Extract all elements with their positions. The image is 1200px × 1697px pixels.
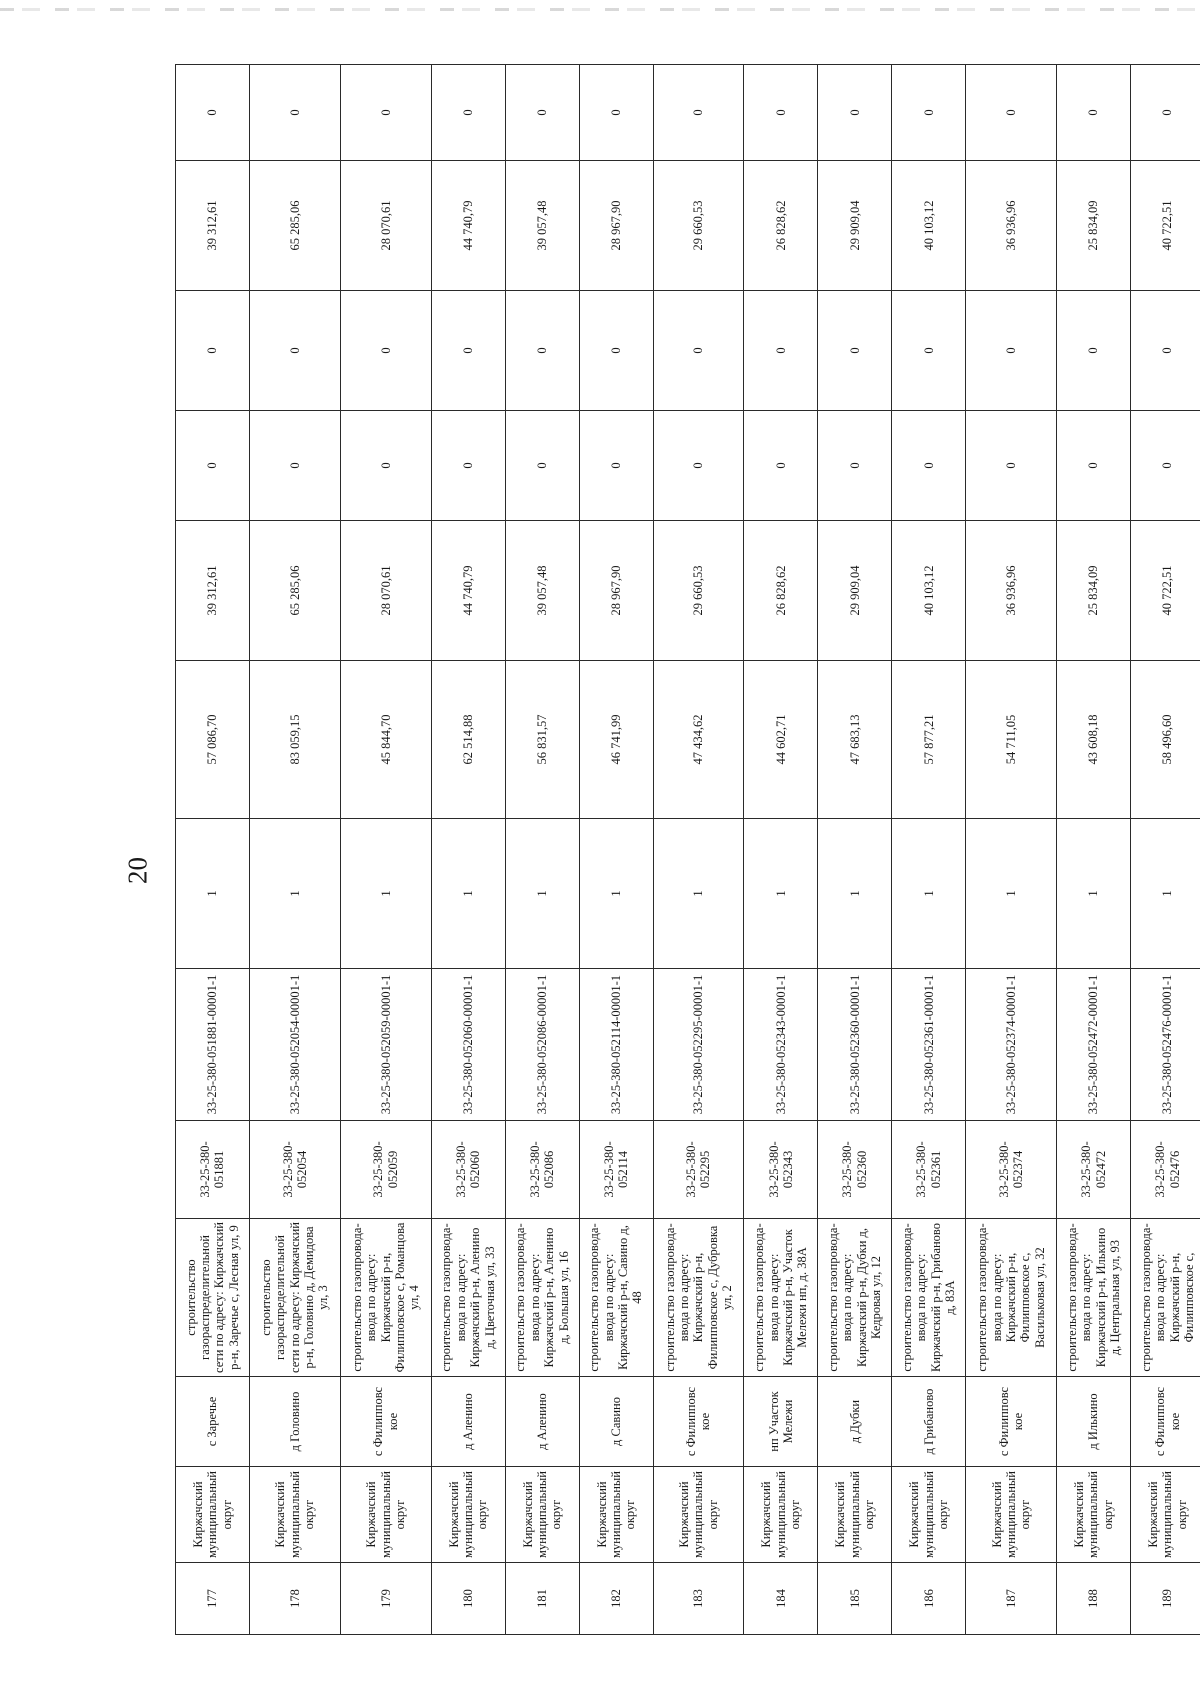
amount-a-cell: 40 722,51 bbox=[1131, 521, 1200, 661]
amount-c-cell: 0 bbox=[966, 291, 1057, 411]
row-number-cell: 183 bbox=[653, 1563, 744, 1635]
amount-d-cell: 65 285,06 bbox=[249, 161, 340, 291]
amount-e-cell: 0 bbox=[579, 65, 653, 161]
description-cell: строительство газопровода-ввода по адресу: Киржачский р-н, Филипповское с, Васильковая ул, 32 bbox=[966, 1219, 1057, 1377]
total-amount-cell: 58 496,60 bbox=[1131, 661, 1200, 819]
amount-d-cell: 39 312,61 bbox=[176, 161, 250, 291]
amount-d-cell: 36 936,96 bbox=[966, 161, 1057, 291]
rotated-table-wrapper bbox=[175, 65, 1200, 1635]
object-id-cell: 33-25-380-052472-00001-1 bbox=[1057, 969, 1131, 1121]
total-amount-cell: 44 602,71 bbox=[744, 661, 818, 819]
amount-c-cell: 0 bbox=[818, 291, 892, 411]
cadastral-number-cell: 33-25-380-052361 bbox=[892, 1121, 966, 1219]
settlement-cell: д Аленино bbox=[505, 1377, 579, 1467]
amount-b-cell: 0 bbox=[818, 411, 892, 521]
object-id-cell: 33-25-380-052114-00001-1 bbox=[579, 969, 653, 1121]
cadastral-number-cell: 33-25-380-052059 bbox=[340, 1121, 431, 1219]
amount-b-cell: 0 bbox=[579, 411, 653, 521]
count-cell: 1 bbox=[1057, 819, 1131, 969]
row-number-cell: 177 bbox=[176, 1563, 250, 1635]
count-cell: 1 bbox=[892, 819, 966, 969]
amount-c-cell: 0 bbox=[744, 291, 818, 411]
amount-a-cell: 36 936,96 bbox=[966, 521, 1057, 661]
object-id-cell: 33-25-380-052086-00001-1 bbox=[505, 969, 579, 1121]
description-cell: строительство газопровода-ввода по адресу: Киржачский р-н, Аленино д, Цветочная ул, 33 bbox=[431, 1219, 505, 1377]
cadastral-number-cell: 33-25-380-052054 bbox=[249, 1121, 340, 1219]
row-number-cell: 181 bbox=[505, 1563, 579, 1635]
count-cell: 1 bbox=[579, 819, 653, 969]
total-amount-cell: 46 741,99 bbox=[579, 661, 653, 819]
description-cell: строительство газопровода-ввода по адресу: Киржачский р-н, Грибаново д, 83А bbox=[892, 1219, 966, 1377]
amount-d-cell: 40 103,12 bbox=[892, 161, 966, 291]
district-cell: Киржачский муниципальный округ bbox=[653, 1467, 744, 1563]
district-cell: Киржачский муниципальный округ bbox=[340, 1467, 431, 1563]
amount-e-cell: 0 bbox=[892, 65, 966, 161]
description-cell: строительство газопровода-ввода по адресу: Киржачский р-н, Аленино д, Большая ул, 16 bbox=[505, 1219, 579, 1377]
amount-e-cell: 0 bbox=[818, 65, 892, 161]
amount-d-cell: 29 909,04 bbox=[818, 161, 892, 291]
amount-b-cell: 0 bbox=[1131, 411, 1200, 521]
amount-d-cell: 39 057,48 bbox=[505, 161, 579, 291]
table-row bbox=[249, 65, 340, 1635]
amount-d-cell: 28 967,90 bbox=[579, 161, 653, 291]
settlement-cell: д Илькино bbox=[1057, 1377, 1131, 1467]
total-amount-cell: 43 608,18 bbox=[1057, 661, 1131, 819]
row-number-cell: 178 bbox=[249, 1563, 340, 1635]
count-cell: 1 bbox=[818, 819, 892, 969]
amount-c-cell: 0 bbox=[653, 291, 744, 411]
row-number-cell: 182 bbox=[579, 1563, 653, 1635]
amount-a-cell: 39 312,61 bbox=[176, 521, 250, 661]
row-number-cell: 187 bbox=[966, 1563, 1057, 1635]
district-cell: Киржачский муниципальный округ bbox=[892, 1467, 966, 1563]
amount-b-cell: 0 bbox=[176, 411, 250, 521]
amount-a-cell: 44 740,79 bbox=[431, 521, 505, 661]
cadastral-number-cell: 33-25-380-052086 bbox=[505, 1121, 579, 1219]
amount-c-cell: 0 bbox=[505, 291, 579, 411]
row-number-cell: 184 bbox=[744, 1563, 818, 1635]
amount-a-cell: 28 967,90 bbox=[579, 521, 653, 661]
object-id-cell: 33-25-380-052343-00001-1 bbox=[744, 969, 818, 1121]
amount-b-cell: 0 bbox=[431, 411, 505, 521]
settlement-cell: нп Участок Мележи bbox=[744, 1377, 818, 1467]
table-row bbox=[744, 65, 818, 1635]
description-cell: строительство газопровода-ввода по адресу: Киржачский р-н, Филипповское с, Романцова ул, 4 bbox=[340, 1219, 431, 1377]
amount-e-cell: 0 bbox=[176, 65, 250, 161]
district-cell: Киржачский муниципальный округ bbox=[505, 1467, 579, 1563]
description-cell: строительство газопровода-ввода по адресу: Киржачский р-н, Илькино д, Центральная ул, 93 bbox=[1057, 1219, 1131, 1377]
count-cell: 1 bbox=[966, 819, 1057, 969]
scan-artifact-line bbox=[0, 8, 1200, 11]
amount-d-cell: 29 660,53 bbox=[653, 161, 744, 291]
object-id-cell: 33-25-380-052295-00001-1 bbox=[653, 969, 744, 1121]
amount-b-cell: 0 bbox=[744, 411, 818, 521]
amount-b-cell: 0 bbox=[249, 411, 340, 521]
description-cell: строительство газопровода-ввода по адресу: Киржачский р-н, Дубки д, Кедровая ул, 12 bbox=[818, 1219, 892, 1377]
table-row bbox=[1131, 65, 1200, 1635]
district-cell: Киржачский муниципальный округ bbox=[966, 1467, 1057, 1563]
amount-a-cell: 28 070,61 bbox=[340, 521, 431, 661]
count-cell: 1 bbox=[176, 819, 250, 969]
description-cell: строительство газораспределительной сети по адресу: Киржачский р-н, Заречье с, Лесная ул, 9 bbox=[176, 1219, 250, 1377]
table-row bbox=[431, 65, 505, 1635]
amount-b-cell: 0 bbox=[966, 411, 1057, 521]
amount-a-cell: 25 834,09 bbox=[1057, 521, 1131, 661]
amount-a-cell: 29 660,53 bbox=[653, 521, 744, 661]
table-row bbox=[176, 65, 250, 1635]
settlement-cell: с Филипповс кое bbox=[966, 1377, 1057, 1467]
registry-table bbox=[175, 64, 1200, 1635]
row-number-cell: 180 bbox=[431, 1563, 505, 1635]
district-cell: Киржачский муниципальный округ bbox=[176, 1467, 250, 1563]
settlement-cell: с Заречье bbox=[176, 1377, 250, 1467]
description-cell: строительство газопровода-ввода по адресу: Киржачский р-н, Участок Мележи нп, д. 38А bbox=[744, 1219, 818, 1377]
table-row bbox=[818, 65, 892, 1635]
district-cell: Киржачский муниципальный округ bbox=[1131, 1467, 1200, 1563]
amount-e-cell: 0 bbox=[744, 65, 818, 161]
amount-b-cell: 0 bbox=[505, 411, 579, 521]
amount-d-cell: 44 740,79 bbox=[431, 161, 505, 291]
row-number-cell: 186 bbox=[892, 1563, 966, 1635]
table-body bbox=[176, 65, 1200, 1635]
settlement-cell: д Грибаново bbox=[892, 1377, 966, 1467]
object-id-cell: 33-25-380-052374-00001-1 bbox=[966, 969, 1057, 1121]
cadastral-number-cell: 33-25-380-051881 bbox=[176, 1121, 250, 1219]
amount-c-cell: 0 bbox=[1131, 291, 1200, 411]
amount-e-cell: 0 bbox=[966, 65, 1057, 161]
amount-c-cell: 0 bbox=[176, 291, 250, 411]
object-id-cell: 33-25-380-052476-00001-1 bbox=[1131, 969, 1200, 1121]
amount-b-cell: 0 bbox=[892, 411, 966, 521]
district-cell: Киржачский муниципальный округ bbox=[1057, 1467, 1131, 1563]
page-number: 20 bbox=[122, 857, 153, 884]
object-id-cell: 33-25-380-051881-00001-1 bbox=[176, 969, 250, 1121]
row-number-cell: 189 bbox=[1131, 1563, 1200, 1635]
amount-d-cell: 26 828,62 bbox=[744, 161, 818, 291]
cadastral-number-cell: 33-25-380-052472 bbox=[1057, 1121, 1131, 1219]
amount-c-cell: 0 bbox=[579, 291, 653, 411]
amount-c-cell: 0 bbox=[892, 291, 966, 411]
object-id-cell: 33-25-380-052361-00001-1 bbox=[892, 969, 966, 1121]
count-cell: 1 bbox=[505, 819, 579, 969]
amount-d-cell: 28 070,61 bbox=[340, 161, 431, 291]
district-cell: Киржачский муниципальный округ bbox=[579, 1467, 653, 1563]
amount-c-cell: 0 bbox=[431, 291, 505, 411]
settlement-cell: д Аленино bbox=[431, 1377, 505, 1467]
total-amount-cell: 54 711,05 bbox=[966, 661, 1057, 819]
amount-e-cell: 0 bbox=[431, 65, 505, 161]
settlement-cell: д Савино bbox=[579, 1377, 653, 1467]
description-cell: строительство газопровода-ввода по адресу: Киржачский р-н, Филипповское с, bbox=[1131, 1219, 1200, 1377]
total-amount-cell: 62 514,88 bbox=[431, 661, 505, 819]
table-row bbox=[505, 65, 579, 1635]
amount-e-cell: 0 bbox=[249, 65, 340, 161]
total-amount-cell: 45 844,70 bbox=[340, 661, 431, 819]
table-row bbox=[966, 65, 1057, 1635]
table-row bbox=[340, 65, 431, 1635]
cadastral-number-cell: 33-25-380-052060 bbox=[431, 1121, 505, 1219]
amount-a-cell: 26 828,62 bbox=[744, 521, 818, 661]
amount-b-cell: 0 bbox=[1057, 411, 1131, 521]
object-id-cell: 33-25-380-052054-00001-1 bbox=[249, 969, 340, 1121]
total-amount-cell: 83 059,15 bbox=[249, 661, 340, 819]
total-amount-cell: 47 434,62 bbox=[653, 661, 744, 819]
amount-b-cell: 0 bbox=[653, 411, 744, 521]
amount-c-cell: 0 bbox=[1057, 291, 1131, 411]
amount-a-cell: 40 103,12 bbox=[892, 521, 966, 661]
table-row bbox=[579, 65, 653, 1635]
count-cell: 1 bbox=[340, 819, 431, 969]
amount-b-cell: 0 bbox=[340, 411, 431, 521]
amount-e-cell: 0 bbox=[505, 65, 579, 161]
total-amount-cell: 57 877,21 bbox=[892, 661, 966, 819]
table-row bbox=[892, 65, 966, 1635]
cadastral-number-cell: 33-25-380-052295 bbox=[653, 1121, 744, 1219]
district-cell: Киржачский муниципальный округ bbox=[431, 1467, 505, 1563]
count-cell: 1 bbox=[249, 819, 340, 969]
amount-d-cell: 40 722,51 bbox=[1131, 161, 1200, 291]
settlement-cell: д Головино bbox=[249, 1377, 340, 1467]
object-id-cell: 33-25-380-052360-00001-1 bbox=[818, 969, 892, 1121]
total-amount-cell: 56 831,57 bbox=[505, 661, 579, 819]
district-cell: Киржачский муниципальный округ bbox=[818, 1467, 892, 1563]
settlement-cell: д Дубки bbox=[818, 1377, 892, 1467]
district-cell: Киржачский муниципальный округ bbox=[249, 1467, 340, 1563]
description-cell: строительство газораспределительной сети по адресу: Киржачский р-н, Головино д, Демидова ул, 3 bbox=[249, 1219, 340, 1377]
row-number-cell: 185 bbox=[818, 1563, 892, 1635]
amount-e-cell: 0 bbox=[1131, 65, 1200, 161]
amount-c-cell: 0 bbox=[249, 291, 340, 411]
row-number-cell: 179 bbox=[340, 1563, 431, 1635]
object-id-cell: 33-25-380-052060-00001-1 bbox=[431, 969, 505, 1121]
cadastral-number-cell: 33-25-380-052360 bbox=[818, 1121, 892, 1219]
amount-d-cell: 25 834,09 bbox=[1057, 161, 1131, 291]
cadastral-number-cell: 33-25-380-052343 bbox=[744, 1121, 818, 1219]
district-cell: Киржачский муниципальный округ bbox=[744, 1467, 818, 1563]
total-amount-cell: 57 086,70 bbox=[176, 661, 250, 819]
settlement-cell: с Филипповс кое bbox=[340, 1377, 431, 1467]
cadastral-number-cell: 33-25-380-052476 bbox=[1131, 1121, 1200, 1219]
table-row bbox=[1057, 65, 1131, 1635]
total-amount-cell: 47 683,13 bbox=[818, 661, 892, 819]
amount-a-cell: 65 285,06 bbox=[249, 521, 340, 661]
count-cell: 1 bbox=[1131, 819, 1200, 969]
count-cell: 1 bbox=[744, 819, 818, 969]
amount-e-cell: 0 bbox=[653, 65, 744, 161]
amount-a-cell: 29 909,04 bbox=[818, 521, 892, 661]
cadastral-number-cell: 33-25-380-052374 bbox=[966, 1121, 1057, 1219]
count-cell: 1 bbox=[653, 819, 744, 969]
settlement-cell: с Филипповс кое bbox=[653, 1377, 744, 1467]
description-cell: строительство газопровода-ввода по адресу: Киржачский р-н, Савино д, 48 bbox=[579, 1219, 653, 1377]
row-number-cell: 188 bbox=[1057, 1563, 1131, 1635]
cadastral-number-cell: 33-25-380-052114 bbox=[579, 1121, 653, 1219]
description-cell: строительство газопровода-ввода по адресу: Киржачский р-н, Филипповское с, Дубровка ул, 2 bbox=[653, 1219, 744, 1377]
object-id-cell: 33-25-380-052059-00001-1 bbox=[340, 969, 431, 1121]
amount-e-cell: 0 bbox=[340, 65, 431, 161]
amount-a-cell: 39 057,48 bbox=[505, 521, 579, 661]
amount-c-cell: 0 bbox=[340, 291, 431, 411]
table-row bbox=[653, 65, 744, 1635]
settlement-cell: с Филипповс кое bbox=[1131, 1377, 1200, 1467]
count-cell: 1 bbox=[431, 819, 505, 969]
amount-e-cell: 0 bbox=[1057, 65, 1131, 161]
